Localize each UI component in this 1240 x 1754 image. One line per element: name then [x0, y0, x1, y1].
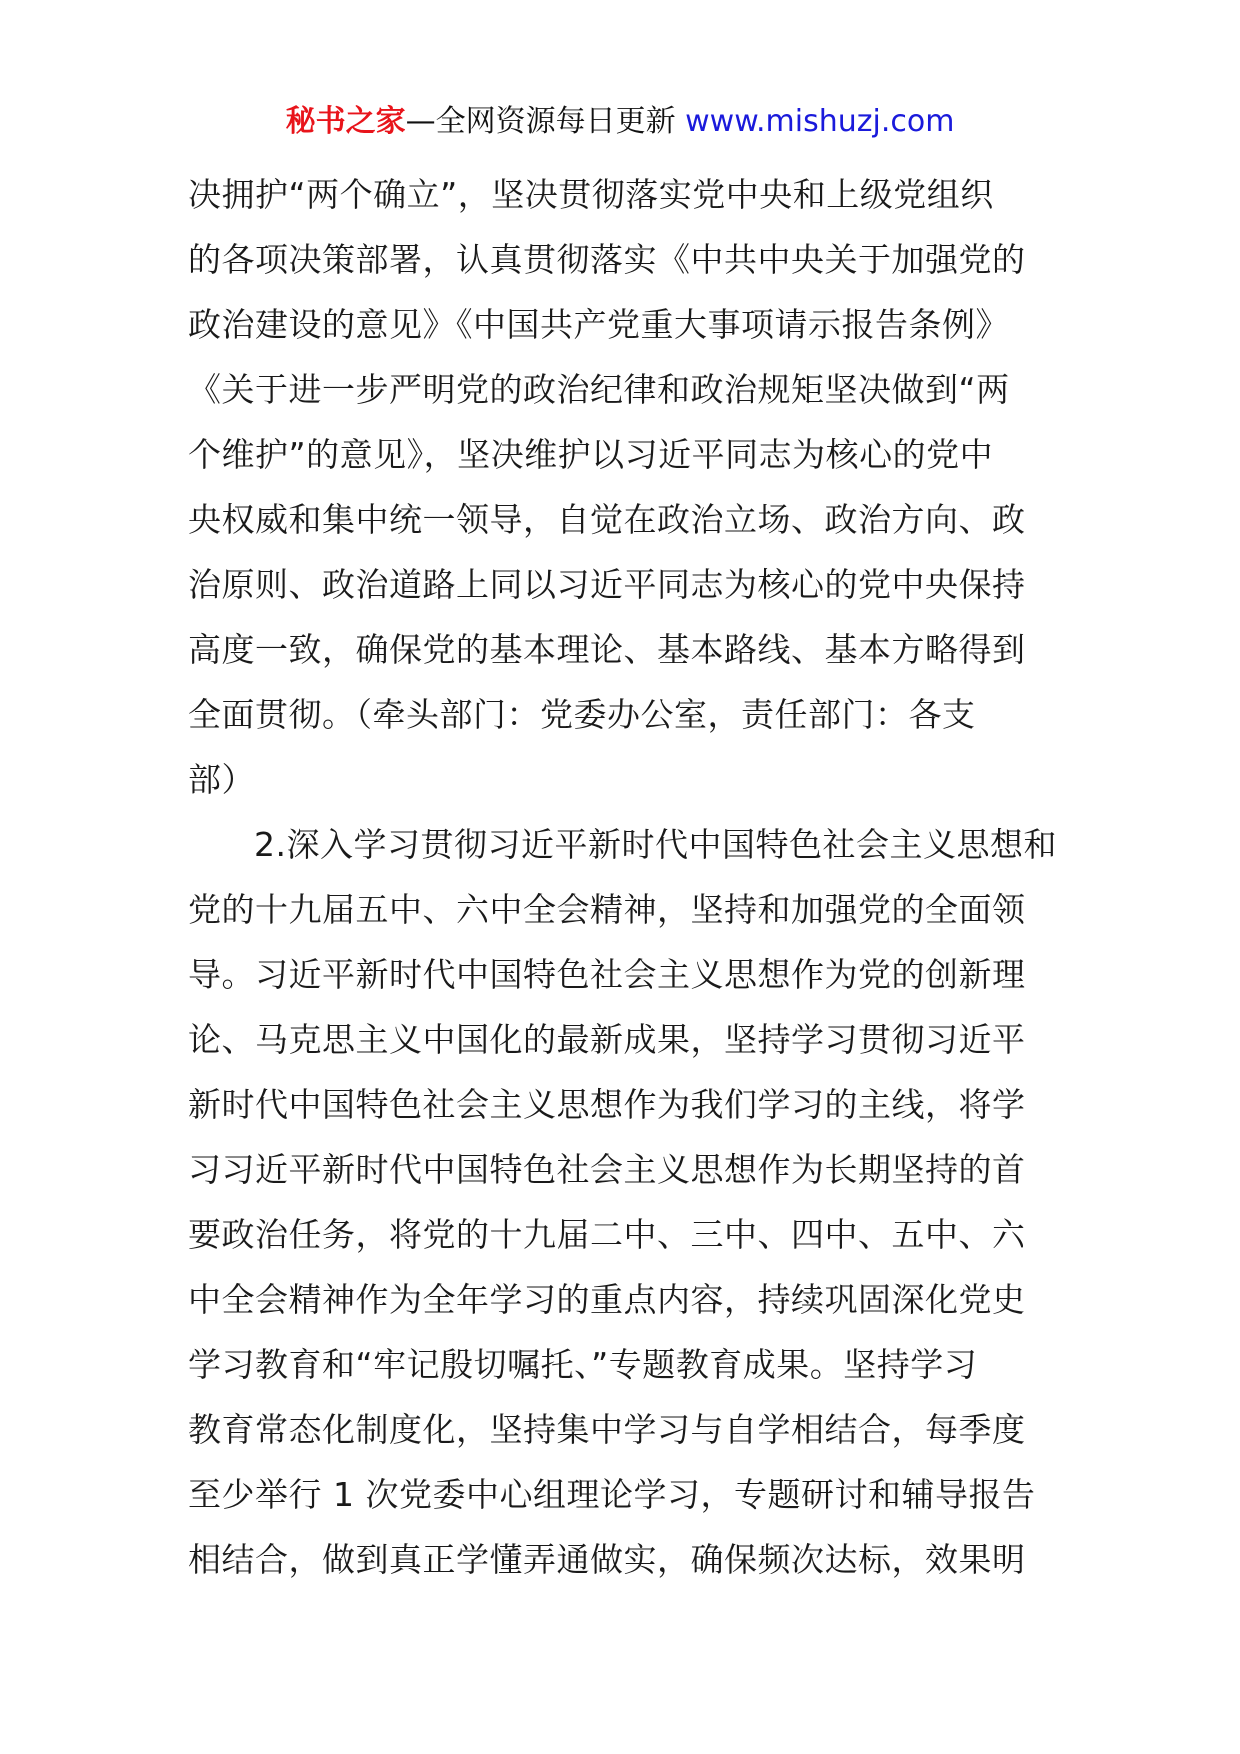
text-line: 新时代中国特色社会主义思想作为我们学习的主线，将学 — [188, 1085, 1026, 1124]
text-line: 相结合，做到真正学懂弄通做实，确保频次达标，效果明 — [188, 1540, 1026, 1579]
text-line: 全面贯彻。（牵头部门：党委办公室，责任部门：各支 — [188, 695, 976, 734]
text-line: 至少举行 1 次党委中心组理论学习，专题研讨和辅导报告 — [188, 1475, 1036, 1514]
site-brand: 秘书之家 — [285, 104, 406, 139]
text-line: 学习教育和“牢记殷切嘱托、”专题教育成果。坚持学习 — [188, 1345, 978, 1384]
text-line: 党的十九届五中、六中全会精神，坚持和加强党的全面领 — [188, 890, 1026, 929]
text-line: 《关于进一步严明党的政治纪律和政治规矩坚决做到“两 — [188, 370, 1010, 409]
page-header — [0, 100, 1240, 144]
text-line: 的各项决策部署，认真贯彻落实《中共中央关于加强党的 — [188, 240, 1026, 279]
text-line: 中全会精神作为全年学习的重点内容，持续巩固深化党史 — [188, 1280, 1026, 1319]
text-line: 央权威和集中统一领导，自觉在政治立场、政治方向、政 — [188, 500, 1026, 539]
text-line: 教育常态化制度化，坚持集中学习与自学相结合，每季度 — [188, 1410, 1026, 1449]
paragraph-start-line: 2.深入学习贯彻习近平新时代中国特色社会主义思想和 — [254, 825, 1057, 864]
text-line: 高度一致，确保党的基本理论、基本路线、基本方略得到 — [188, 630, 1026, 669]
text-line: 个维护”的意见》，坚决维护以习近平同志为核心的党中 — [188, 435, 994, 474]
text-line: 治原则、政治道路上同以习近平同志为核心的党中央保持 — [188, 565, 1026, 604]
document-body — [188, 162, 1068, 1592]
text-line: 导。习近平新时代中国特色社会主义思想作为党的创新理 — [188, 955, 1026, 994]
site-tagline: —全网资源每日更新 — [405, 104, 686, 139]
text-line: 政治建设的意见》《中国共产党重大事项请示报告条例》 — [188, 305, 1009, 344]
text-line: 习习近平新时代中国特色社会主义思想作为长期坚持的首 — [188, 1150, 1026, 1189]
site-url-link[interactable]: www.mishuzj.com — [685, 104, 955, 139]
text-line: 决拥护“两个确立”，坚决贯彻落实党中央和上级党组织 — [188, 175, 994, 214]
text-line: 部） — [188, 760, 255, 799]
text-line: 论、马克思主义中国化的最新成果，坚持学习贯彻习近平 — [188, 1020, 1026, 1059]
text-line: 要政治任务，将党的十九届二中、三中、四中、五中、六 — [188, 1215, 1026, 1254]
